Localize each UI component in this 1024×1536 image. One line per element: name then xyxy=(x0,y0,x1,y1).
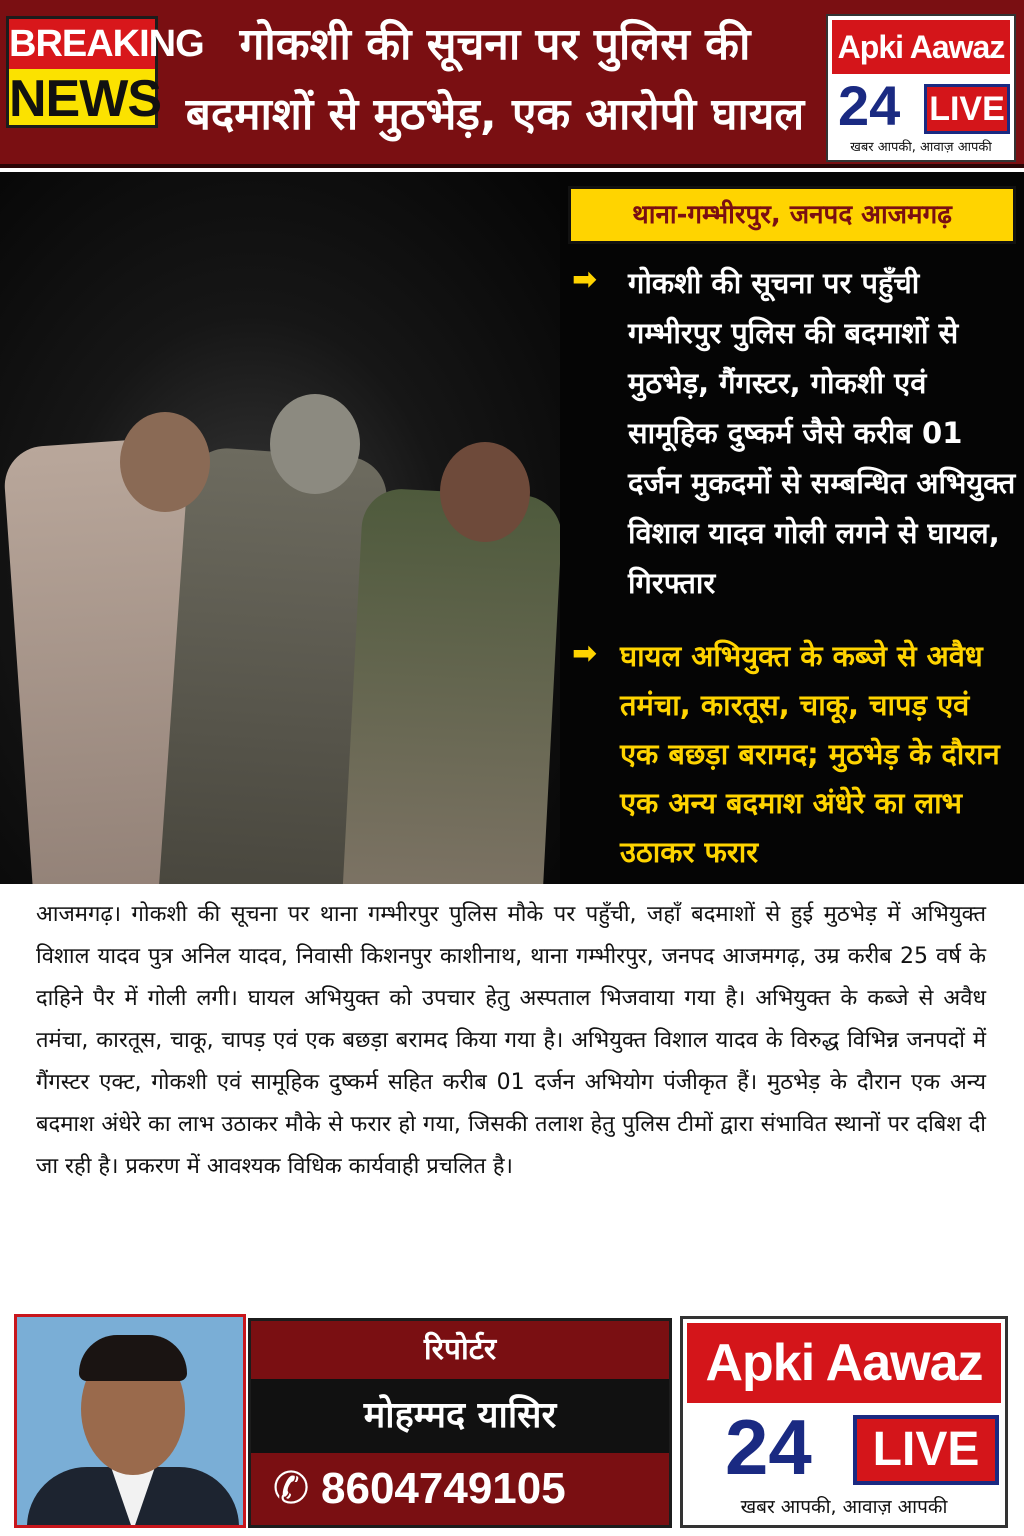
news-label: NEWS xyxy=(9,70,161,128)
news-photo xyxy=(0,172,560,884)
reporter-phone-row xyxy=(251,1453,669,1525)
bullet-text-2: घायल अभियुक्त के कब्जे से अवैध तमंचा, कारतूस, चाकू, चापड़ एवं एक बछड़ा बरामद; मुठभेड़ के दौरान एक अन्य बदमाश अंधेरे का लाभ उठाकर फरार xyxy=(620,639,1000,869)
logo-brand-text: Apki Aawaz xyxy=(687,1323,1001,1403)
logo-tagline: खबर आपकी, आवाज़ आपकी xyxy=(740,1496,948,1518)
breaking-label: BREAKING xyxy=(9,19,155,69)
reporter-photo xyxy=(14,1314,246,1528)
location-tag: थाना-गम्भीरपुर, जनपद आजमगढ़ xyxy=(568,186,1016,244)
reporter-label: रिपोर्टर xyxy=(423,1332,497,1367)
arrow-right-icon: ➡ xyxy=(572,636,598,671)
reporter-info-box xyxy=(248,1318,672,1528)
channel-logo-large xyxy=(680,1316,1008,1528)
header-banner xyxy=(0,0,1024,168)
breaking-news-badge xyxy=(6,16,204,128)
head-right xyxy=(440,442,530,542)
headline-line-1: गोकशी की सूचना पर पुलिस की xyxy=(239,19,751,70)
bullet-point-1 xyxy=(572,258,1016,618)
head-left xyxy=(120,412,210,512)
policeman-right-figure xyxy=(337,487,560,884)
logo-tagline: खबर आपकी, आवाज़ आपकी xyxy=(850,140,992,155)
arrow-right-icon: ➡ xyxy=(572,262,598,297)
article-text: आजमगढ़। गोकशी की सूचना पर थाना गम्भीरपुर पुलिस मौके पर पहुँची, जहाँ बदमाशों से हुई मुठभेड़ में अभियुक्त विशाल यादव पुत्र अनिल यादव, निवासी किशनपुर काशीनाथ, थाना गम्भीरपुर, जनपद आजमगढ़, उम्र करीब 25 वर्ष के दाहिने पैर में गोली लगी। घायल अभियुक्त को उपचार हेतु अस्पताल भिजवाया गया है। अभियुक्त के कब्जे से अवैध तमंचा, कारतूस, चाकू, चापड़ एवं एक बछड़ा बरामद किया गया है। अभियुक्त विशाल यादव के विरुद्ध विभिन्न जनपदों में गैंगस्टर एक्ट, गोकशी एवं सामूहिक दुष्कर्म सहित करीब 01 दर्जन अभियोग पंजीकृत हैं। मुठभेड़ के दौरान एक अन्य बदमाश अंधेरे का लाभ उठाकर मौके से फरार हो गया, जिसकी तलाश हेतु पुलिस टीमों द्वारा संभावित स्थानों पर दबिश दी जा रही है। प्रकरण में आवश्यक विधिक कार्यवाही प्रचलित है। xyxy=(36,902,986,1179)
headline xyxy=(170,10,820,160)
head-center xyxy=(270,394,360,494)
logo-brand-text: Apki Aawaz xyxy=(832,20,1010,74)
logo-live-badge: LIVE xyxy=(924,84,1010,134)
headline-line-2: बदमाशों से मुठभेड़, एक आरोपी घायल xyxy=(185,89,805,140)
logo-live-badge: LIVE xyxy=(853,1415,999,1485)
phone-icon: ✆ xyxy=(272,1463,310,1514)
footer xyxy=(0,1304,1024,1536)
reporter-phone[interactable]: 8604749105 xyxy=(321,1464,566,1513)
article-body xyxy=(0,884,1024,1304)
bullet-point-2 xyxy=(572,632,1016,878)
channel-logo-small xyxy=(826,14,1016,162)
reporter-hair xyxy=(79,1335,187,1381)
reporter-name: मोहम्मद यासिर xyxy=(251,1379,669,1453)
bullet-text-1: गोकशी की सूचना पर पहुँची गम्भीरपुर पुलिस की बदमाशों से मुठभेड़, गैंगस्टर, गोकशी एवं सामूहिक दुष्कर्म जैसे करीब 01 दर्जन मुकदमों से सम्बन्धित अभियुक्त विशाल यादव गोली लगने से घायल, गिरफ्तार xyxy=(628,266,1016,600)
logo-number: 24 xyxy=(838,74,901,137)
logo-number: 24 xyxy=(725,1403,812,1491)
